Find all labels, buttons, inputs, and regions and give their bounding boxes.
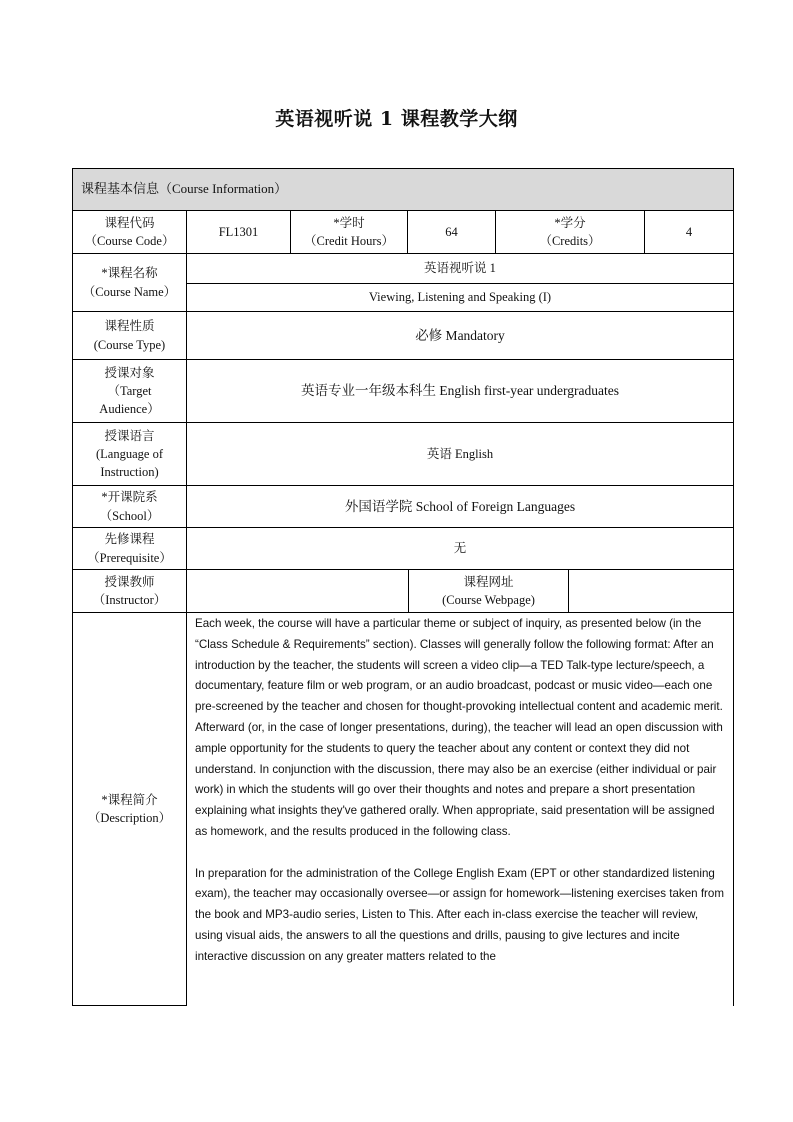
credits-label-en: （Credits） xyxy=(539,234,601,248)
course-code-label xyxy=(72,210,187,254)
instruction-language-label xyxy=(72,422,187,486)
credit-hours-label-cn: *学时 xyxy=(333,215,365,230)
description-label-cn: *课程简介 xyxy=(101,792,158,807)
school-value: 外国语学院 School of Foreign Languages xyxy=(186,485,734,528)
course-name-label-cn: *课程名称 xyxy=(101,266,158,281)
course-type-value: 必修 Mandatory xyxy=(186,311,734,360)
credit-hours-label xyxy=(290,210,408,254)
course-code-label-cn: 课程代码 xyxy=(104,215,155,230)
target-audience-value: 英语专业一年级本科生 English first-year undergraduates xyxy=(186,359,734,423)
instruction-language-label-en-2: Instruction) xyxy=(100,465,159,480)
document-title: 英语视听说 1 课程教学大纲 xyxy=(275,108,518,130)
course-name-label xyxy=(72,253,187,312)
credit-hours-value: 64 xyxy=(407,210,496,254)
course-webpage-label xyxy=(408,569,569,613)
course-webpage-label-en: (Course Webpage) xyxy=(442,593,535,607)
instruction-language-label-cn: 授课语言 xyxy=(104,428,155,443)
prerequisite-label-en: （Prerequisite） xyxy=(87,550,172,565)
school-label xyxy=(72,485,187,528)
description-body xyxy=(186,612,734,1006)
section-header: 课程基本信息（Course Information） xyxy=(72,168,734,211)
prerequisite-label-cn: 先修课程 xyxy=(104,532,155,547)
credits-label xyxy=(495,210,645,254)
course-name-en: Viewing, Listening and Speaking (I) xyxy=(186,283,734,312)
course-info-table xyxy=(72,168,734,1006)
description-label xyxy=(72,612,187,1006)
instructor-label-cn: 授课教师 xyxy=(104,574,155,589)
credit-hours-label-en: （Credit Hours） xyxy=(304,234,394,248)
target-audience-label xyxy=(72,359,187,423)
instructor-label-en: （Instructor） xyxy=(92,593,167,607)
course-code-value: FL1301 xyxy=(186,210,291,254)
course-webpage-label-cn: 课程网址 xyxy=(463,574,514,589)
target-audience-label-en-1: （Target xyxy=(107,383,152,398)
prerequisite-value: 无 xyxy=(186,527,734,570)
description-label-en: （Description） xyxy=(87,811,172,825)
course-name-cn: 英语视听说 1 xyxy=(186,253,734,284)
course-type-label-cn: 课程性质 xyxy=(104,319,155,334)
credits-label-cn: *学分 xyxy=(554,215,586,230)
description-paragraph-1: Each week, the course will have a particular theme or subject of inquiry, as presented below (in the “Class Schedule & Requirements” section). Classes will generally follow the following format: After an introduction by the teacher, the students will screen a video clip—a TED Talk-type lecture/speech, a documentary, feature film or web program, or an audio broadcast, podcast or music video—each one pre-screened by the teacher and chosen for thought-provoking intellectual content and academic merit. Afterward (or, in the case of longer presentations, during), the teacher will lead an open discussion with ample opportunity for the students to query the teacher about any content or context they did not understand. In conjunction with the discussion, there may also be an exercise (either individual or pair work) in which the students will go over their thoughts and notes and prepare a short presentation explaining what insights they've gathered orally. When appropriate, said presentation will be assigned as homework, and the results produced in the following class. xyxy=(195,617,723,838)
target-audience-label-cn: 授课对象 xyxy=(104,365,155,380)
instructor-value xyxy=(186,569,409,613)
course-webpage-value xyxy=(568,569,734,613)
school-label-en: （School） xyxy=(99,508,160,523)
course-name-label-en: （Course Name） xyxy=(82,284,177,299)
course-type-label-en: (Course Type) xyxy=(93,337,166,352)
target-audience-label-en-2: Audience） xyxy=(99,402,160,417)
credits-value: 4 xyxy=(644,210,734,254)
description-paragraph-2: In preparation for the administration of the College English Exam (EPT or other standardized listening exam), the teacher may occasionally oversee—or assign for homework—listening exercises taken from the book and MP3-audio series, Listen to This. After each in-class exercise the teacher will review, using visual aids, the answers to all the questions and drills, pausing to give lectures and incite interactive discussion on any greater matters related to the xyxy=(195,866,725,963)
instructor-label xyxy=(72,569,187,613)
instruction-language-label-en-1: (Language of xyxy=(96,446,163,461)
course-type-label xyxy=(72,311,187,360)
school-label-cn: *开课院系 xyxy=(101,490,158,505)
prerequisite-label xyxy=(72,527,187,570)
course-code-label-en: （Course Code） xyxy=(84,234,175,248)
instruction-language-value: 英语 English xyxy=(186,422,734,486)
